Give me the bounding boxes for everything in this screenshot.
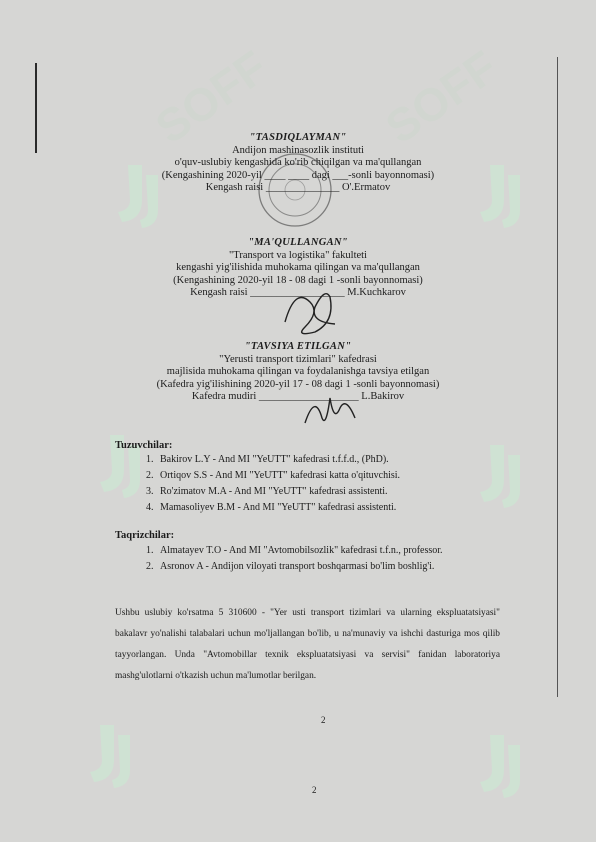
approval-heading: "TASDIQLAYMAN"	[249, 132, 347, 143]
approved-heading: "MA'QULLANGAN"	[248, 237, 348, 248]
reviewers-list	[146, 543, 443, 575]
approved-line: "Transport va logistika" fakulteti	[229, 249, 367, 261]
signature-kuchkarov	[275, 282, 345, 342]
list-item: 2. Ortiqov S.S - And MI "YeUTT" kafedrasi katta o'qituvchisi.	[146, 470, 401, 481]
watermark-text: SOFF	[376, 40, 507, 154]
list-item: 2. Asronov A - Andijon viloyati transport boshqarmasi bo'lim boshlig'i.	[146, 561, 435, 572]
approved-line: Kengash raisi __________________ M.Kuchkarov	[190, 287, 406, 298]
approval-line: o'quv-uslubiy kengashida ko'rib chiqilgan va ma'qullangan	[174, 157, 422, 168]
recommended-heading: "TAVSIYA ETILGAN"	[244, 341, 352, 352]
watermark-logo-icon	[470, 730, 526, 800]
recommended-line: "Yerusti transport tizimlari" kafedrasi	[219, 353, 377, 365]
page-number: 2	[312, 785, 317, 795]
description-paragraph: Ushbu uslubiy ko'rsatma 5 310600 - "Yer usti transport tizimlari va ularning ekspluatatsiyasi" bakalavr yo'nalishi talabalari uchun mo'ljallangan bo'lib, u na'munaviy va ishchi dasturiga mos qilib tayyorlangan. Unda "Avtomobillar texnik ekspluatatsiyasi va servisi" fanidan laboratoriya mashg'ulotlarni o'tkazish uchun ma'lumotlar berilgan.	[115, 608, 500, 681]
approval-line: Kengash raisi ______________ O'.Ermatov	[205, 182, 391, 193]
authors-list	[146, 452, 400, 516]
signature-bakirov	[300, 388, 360, 433]
approved-line: (Kengashining 2020-yil 18 - 08 dagi 1 -sonli bayonnomasi)	[173, 274, 423, 286]
list-item: 3. Ro'zimatov M.A - And MI "YeUTT" kafedrasi assistenti.	[146, 486, 388, 497]
approval-line: Andijon mashinasozlik instituti	[232, 144, 364, 156]
recommended-line: majlisida muhokama qilingan va foydalanishga tavsiya etilgan	[166, 366, 430, 377]
list-item: 1. Bakirov L.Y - And MI "YeUTT" kafedrasi t.f.f.d., (PhD).	[146, 454, 389, 465]
inner-page-number: 2	[321, 715, 326, 725]
recommended-line: (Kafedra yig'ilishining 2020-yil 17 - 08 dagi 1 -sonli bayonnomasi)	[156, 378, 440, 390]
recommended-block	[0, 341, 596, 404]
approved-line: kengashi yig'ilishida muhokama qilingan va ma'qullangan	[176, 262, 420, 273]
authors-title: Tuzuvchilar:	[115, 440, 173, 451]
watermark-text: SOFF	[146, 40, 277, 154]
reviewers-title: Taqrizchilar:	[115, 530, 175, 541]
watermark-logo-icon	[470, 440, 526, 510]
watermark-logo-icon	[80, 720, 136, 790]
recommended-line: Kafedra mudiri ___________________ L.Bakirov	[191, 391, 405, 402]
list-item: 1. Almatayev T.O - And MI "Avtomobilsozlik" kafedrasi t.f.n., professor.	[146, 545, 443, 556]
list-item: 4. Mamasoliyev B.M - And MI "YeUTT" kafedrasi assistenti.	[146, 502, 397, 513]
approval-block	[0, 132, 596, 195]
approval-line: (Kengashining 2020-yil ____ ____ dagi ___-sonli bayonnomasi)	[161, 169, 435, 181]
